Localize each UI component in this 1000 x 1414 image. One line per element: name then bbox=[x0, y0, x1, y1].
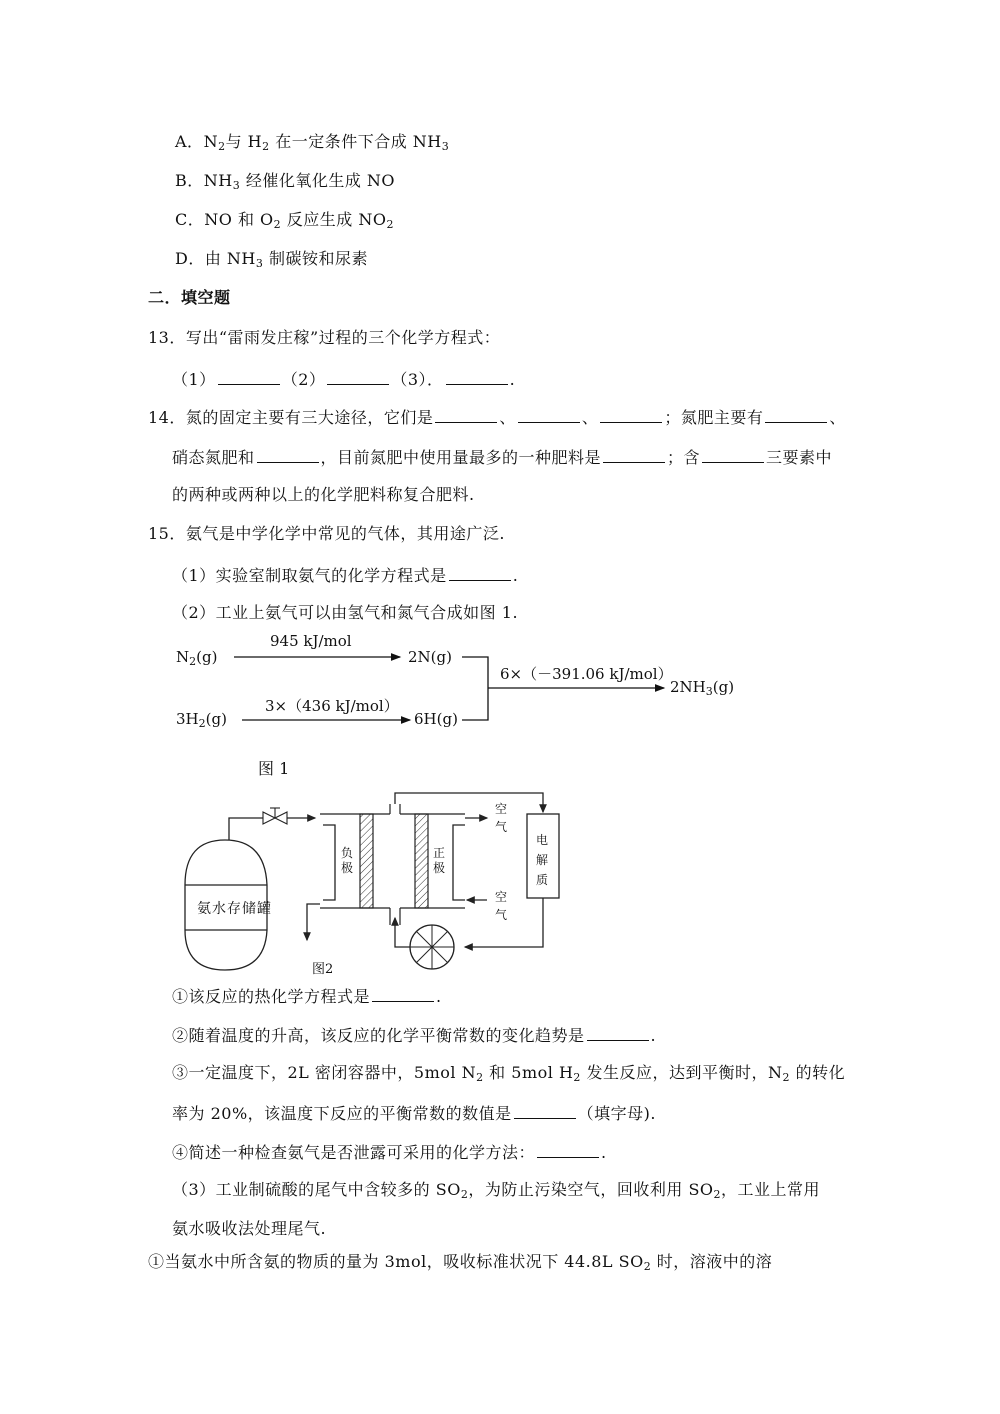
text: ，工业上常用 bbox=[721, 1180, 821, 1199]
subscript: 2 bbox=[386, 218, 394, 231]
q14-line-3: 的两种或两种以上的化学肥料称复合肥料. bbox=[172, 485, 475, 504]
text: （填字母). bbox=[577, 1104, 656, 1123]
text: 与 H bbox=[225, 132, 263, 151]
option-letter: B． bbox=[175, 171, 204, 190]
cathode-label bbox=[433, 846, 447, 876]
text: 解 bbox=[536, 853, 549, 867]
nh3-label bbox=[670, 678, 734, 696]
subscript: 2 bbox=[476, 1071, 484, 1084]
figure-1-caption: 图 1 bbox=[258, 759, 290, 778]
answer-blank[interactable] bbox=[449, 564, 511, 581]
n2-energy: 945 kJ/mol bbox=[270, 632, 352, 650]
text: ，目前氮肥中使用量最多的一种肥料是 bbox=[320, 448, 602, 467]
period: . bbox=[436, 987, 442, 1006]
q15-2-part3 bbox=[172, 1063, 845, 1083]
h2-label bbox=[176, 710, 227, 728]
text: ①当氨水中所含氨的物质的量为 3mol，吸收标准状况下 44.8L SO bbox=[148, 1252, 644, 1271]
subscript: 2 bbox=[643, 1260, 652, 1273]
subscript: 3 bbox=[705, 685, 713, 698]
text: 3H bbox=[176, 710, 199, 728]
figure-2-fuel-cell-diagram bbox=[175, 790, 575, 980]
nh3-energy: 6×（－391.06 kJ/mol） bbox=[500, 665, 673, 683]
answer-blank[interactable] bbox=[372, 985, 434, 1002]
text: 2NH bbox=[670, 678, 706, 696]
option-c bbox=[175, 210, 394, 230]
text: 、 bbox=[581, 408, 599, 427]
answer-blank[interactable] bbox=[587, 1024, 649, 1041]
answer-blank[interactable] bbox=[218, 368, 280, 385]
q15-stem: 15．氨气是中学化学中常见的气体，其用途广泛. bbox=[148, 524, 505, 543]
text: 14．氮的固定主要有三大途径，它们是 bbox=[148, 408, 434, 427]
text: N bbox=[176, 648, 190, 666]
figure-1-energy-diagram bbox=[170, 628, 770, 778]
text: 电 bbox=[536, 833, 549, 847]
text: 负 bbox=[341, 846, 354, 860]
answer-blank[interactable] bbox=[327, 368, 389, 385]
q15-2-part3-cont bbox=[172, 1102, 656, 1124]
text: ③一定温度下，2L 密闭容器中，5mol N bbox=[172, 1063, 477, 1082]
subscript: 2 bbox=[573, 1071, 581, 1084]
tank-label: 氨水存储罐 bbox=[197, 901, 272, 917]
subscript: 2 bbox=[189, 655, 197, 668]
answer-blank[interactable] bbox=[518, 406, 580, 423]
h2-energy: 3×（436 kJ/mol） bbox=[265, 697, 399, 715]
subscript: 3 bbox=[232, 179, 241, 192]
text: 极 bbox=[341, 861, 354, 875]
option-b bbox=[175, 171, 395, 191]
option-letter: C． bbox=[175, 210, 205, 229]
q13-stem: 13．写出“雷雨发庄稼”过程的三个化学方程式： bbox=[148, 328, 501, 347]
subscript: 2 bbox=[218, 140, 226, 153]
figure-2-caption: 图2 bbox=[312, 962, 334, 977]
answer-blank[interactable] bbox=[765, 406, 827, 423]
label: （1） bbox=[172, 370, 216, 389]
text: NO 和 O bbox=[204, 210, 274, 229]
answer-blank[interactable] bbox=[702, 446, 764, 463]
text: 时，溶液中的溶 bbox=[651, 1252, 773, 1271]
electrolyte-label bbox=[536, 830, 550, 890]
q15-2-part1 bbox=[172, 985, 442, 1007]
text: ；含 bbox=[667, 448, 701, 467]
text: (g) bbox=[205, 710, 227, 728]
text: （3）工业制硫酸的尾气中含较多的 SO bbox=[172, 1180, 461, 1199]
q15-sub2: （2）工业上氨气可以由氢气和氮气合成如图 1. bbox=[172, 603, 519, 622]
period: . bbox=[650, 1026, 657, 1045]
option-letter: D． bbox=[175, 249, 205, 268]
text: （1）实验室制取氨气的化学方程式是 bbox=[172, 566, 447, 585]
n2-label bbox=[176, 648, 217, 666]
air-inlet-label bbox=[495, 800, 509, 836]
subscript: 2 bbox=[262, 140, 270, 153]
text: 极 bbox=[433, 861, 446, 875]
label: （3）． bbox=[391, 370, 444, 389]
text: 在一定条件下合成 NH bbox=[275, 132, 442, 151]
answer-blank[interactable] bbox=[257, 446, 319, 463]
text: 空 bbox=[495, 890, 508, 904]
answer-blank[interactable] bbox=[537, 1141, 599, 1158]
anode-label bbox=[341, 846, 355, 876]
air-outlet-label bbox=[495, 888, 509, 924]
subscript: 3 bbox=[255, 257, 264, 270]
text: 率为 20%，该温度下反应的平衡常数的数值是 bbox=[172, 1104, 512, 1123]
n-atoms-label: 2N(g) bbox=[408, 648, 452, 666]
q15-sub3 bbox=[172, 1180, 820, 1200]
text: 由 NH bbox=[204, 249, 256, 268]
figure-2-drawing bbox=[175, 790, 575, 980]
q15-sub3-cont: 氨水吸收法处理尾气. bbox=[172, 1219, 327, 1238]
text: ，为防止污染空气，回收利用 SO bbox=[468, 1180, 714, 1199]
text: 经催化氧化生成 NO bbox=[245, 171, 396, 190]
text: 反应生成 NO bbox=[286, 210, 387, 229]
period: . bbox=[601, 1143, 607, 1162]
text: 、 bbox=[829, 408, 846, 427]
text: 和 5mol H bbox=[483, 1063, 574, 1082]
text: 的转化 bbox=[790, 1063, 846, 1082]
answer-blank[interactable] bbox=[603, 446, 665, 463]
subscript: 2 bbox=[198, 717, 206, 730]
q14-line-2 bbox=[172, 446, 832, 468]
text: 质 bbox=[536, 873, 549, 887]
text: 、 bbox=[499, 408, 516, 427]
option-d bbox=[175, 249, 368, 269]
answer-blank[interactable] bbox=[600, 406, 662, 423]
subscript: 3 bbox=[441, 140, 450, 153]
section-heading: 二．填空题 bbox=[148, 288, 231, 307]
text: ①该反应的热化学方程式是 bbox=[172, 987, 371, 1006]
text: 三要素中 bbox=[766, 448, 833, 467]
text: ②随着温度的升高，该反应的化学平衡常数的变化趋势是 bbox=[172, 1026, 585, 1045]
text: 空 bbox=[495, 802, 508, 816]
text: 制碳铵和尿素 bbox=[268, 249, 368, 268]
subscript: 2 bbox=[273, 218, 282, 231]
text: ④简述一种检查氨气是否泄露可采用的化学方法： bbox=[172, 1143, 536, 1162]
text: ；氮肥主要有 bbox=[664, 408, 764, 427]
label: （2） bbox=[281, 370, 326, 389]
period: . bbox=[512, 566, 519, 585]
subscript: 2 bbox=[460, 1188, 469, 1201]
h-atoms-label: 6H(g) bbox=[414, 710, 458, 728]
q15-2-part4 bbox=[172, 1141, 607, 1163]
q15-3-part1 bbox=[148, 1252, 772, 1272]
text: 气 bbox=[495, 820, 508, 834]
text: 发生反应，达到平衡时，N bbox=[580, 1063, 783, 1082]
text: (g) bbox=[196, 648, 218, 666]
text: 硝态氮肥和 bbox=[172, 448, 255, 467]
text: NH bbox=[203, 171, 233, 190]
q15-sub1 bbox=[172, 564, 518, 586]
option-letter: A． bbox=[175, 132, 204, 151]
q13-blanks bbox=[172, 368, 515, 390]
text: 气 bbox=[495, 908, 508, 922]
text: 正 bbox=[433, 846, 446, 860]
q14-line-1 bbox=[148, 406, 846, 428]
answer-blank[interactable] bbox=[514, 1102, 576, 1119]
subscript: 2 bbox=[782, 1071, 791, 1084]
q15-2-part2 bbox=[172, 1024, 656, 1046]
answer-blank[interactable] bbox=[446, 368, 508, 385]
text: (g) bbox=[712, 678, 735, 696]
answer-blank[interactable] bbox=[435, 406, 497, 423]
subscript: 2 bbox=[713, 1188, 722, 1201]
text: N bbox=[203, 132, 219, 151]
option-a bbox=[175, 132, 449, 152]
period: . bbox=[509, 370, 516, 389]
